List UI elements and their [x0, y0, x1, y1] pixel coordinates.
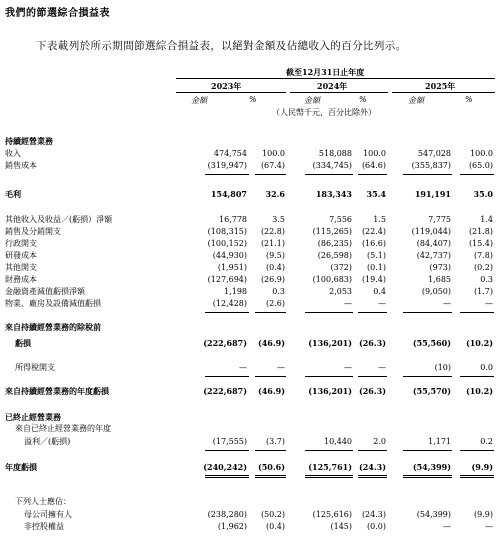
cell: (24.3)	[361, 510, 386, 519]
total-rule	[205, 475, 249, 478]
cell: (9.9)	[474, 510, 493, 519]
cell: 547,028	[417, 149, 451, 158]
row-label: 非控股權益	[24, 522, 64, 531]
section-discontinued: 已終止經營業務	[5, 412, 61, 422]
row-rnd	[0, 250, 499, 262]
cell: 1.4	[480, 215, 493, 224]
section-continuing: 持續經營業務	[5, 136, 53, 146]
cell: —	[443, 299, 451, 308]
total-rule	[305, 475, 353, 478]
cell: (9,050)	[421, 287, 451, 296]
cell: —	[378, 363, 386, 372]
row-owners	[0, 509, 499, 521]
cell: (17,555)	[212, 437, 247, 446]
cell: —	[239, 363, 247, 372]
row-annual-loss-continuing	[0, 385, 499, 397]
cell: (55,570)	[412, 386, 451, 396]
cell: (12,428)	[212, 299, 247, 308]
cell: (67.4)	[260, 161, 285, 170]
total-rule	[403, 475, 452, 478]
cell: (19.4)	[361, 275, 386, 284]
cell: (54,399)	[412, 462, 451, 472]
cell: (7.8)	[474, 251, 493, 260]
row-label: 行政開支	[5, 239, 37, 248]
cell: 183,343	[315, 189, 352, 199]
cell: (108,315)	[207, 227, 247, 236]
cell: (355,837)	[411, 161, 451, 170]
cell: 32.6	[265, 189, 285, 199]
cell: 7,775	[428, 215, 451, 224]
row-label: 溢利／(虧損)	[24, 437, 71, 446]
cell: (10.2)	[465, 386, 493, 396]
cell: 1.5	[373, 215, 386, 224]
cell: (1,951)	[217, 263, 247, 272]
cell: 10,440	[324, 437, 352, 446]
cell: 0.3	[272, 287, 285, 296]
row-discontinued-profit	[0, 436, 499, 448]
cell: 1,685	[428, 275, 451, 284]
cell: (50.2)	[260, 510, 285, 519]
cell: (22.8)	[260, 227, 285, 236]
percent-header-2025: %	[465, 95, 473, 104]
cell: 0.0	[480, 363, 493, 372]
row-label: 虧損	[15, 338, 31, 348]
year-2025: 2025年	[425, 81, 456, 91]
cell: (26.3)	[358, 338, 386, 348]
cell: (0.0)	[367, 522, 386, 531]
cell: (86,235)	[317, 239, 352, 248]
cell: (3.7)	[266, 437, 285, 446]
cell: (10.2)	[465, 338, 493, 348]
subtotal-rule	[403, 450, 452, 451]
subtotal-rule	[403, 376, 452, 377]
cell: (46.9)	[257, 386, 285, 396]
year-2024: 2024年	[317, 81, 348, 91]
cell: (145)	[330, 522, 352, 531]
row-gross-profit	[0, 188, 499, 200]
subtotal-rule	[305, 450, 353, 451]
cell: —	[344, 299, 352, 308]
cell: (55,560)	[412, 338, 451, 348]
subtotal-rule	[205, 174, 249, 175]
subtotal-rule	[205, 450, 249, 451]
cell: 0.3	[480, 275, 493, 284]
total-rule	[255, 475, 286, 478]
row-pretax-loss	[0, 337, 499, 349]
cell: (10)	[434, 363, 451, 372]
cell: —	[378, 299, 386, 308]
cell: 1,198	[224, 287, 247, 296]
row-label: 收入	[5, 149, 21, 158]
cell: (22.4)	[361, 227, 386, 236]
row-other-expenses	[0, 262, 499, 274]
cell: —	[485, 299, 493, 308]
percent-header-2023: %	[249, 95, 257, 104]
cell: (973)	[429, 263, 451, 272]
row-label: 其他收入及收益／(虧損）淨額	[5, 215, 113, 224]
subtotal-rule	[255, 174, 286, 175]
cell: (24.3)	[358, 462, 386, 472]
cell: 35.4	[366, 189, 386, 199]
subtotal-rule	[205, 312, 249, 313]
cell: 35.0	[473, 189, 493, 199]
subtotal-rule	[358, 174, 387, 175]
subtotal-rule	[205, 376, 249, 377]
cell: (1.7)	[474, 287, 493, 296]
cell: (119,044)	[411, 227, 451, 236]
cell: (9.5)	[266, 251, 285, 260]
subtotal-rule	[358, 312, 387, 313]
cell: (127,694)	[207, 275, 247, 284]
cell: (9.9)	[471, 462, 493, 472]
row-admin	[0, 238, 499, 250]
cell: 191,191	[414, 189, 451, 199]
row-impairment-ppe	[0, 298, 499, 310]
cell: (46.9)	[257, 338, 285, 348]
cell: —	[277, 363, 285, 372]
cell: (136,201)	[308, 386, 352, 396]
amount-header-2023: 金額	[191, 96, 207, 105]
row-label: 銷售及分銷開支	[5, 227, 61, 236]
row-label: 所得稅開支	[15, 363, 55, 372]
cell: 2,053	[329, 287, 352, 296]
cell: 2.0	[373, 437, 386, 446]
cell: (238,280)	[207, 510, 247, 519]
total-rule	[358, 475, 387, 478]
subtotal-rule	[358, 450, 387, 451]
cell: (2.6)	[266, 299, 285, 308]
cell: 518,088	[318, 149, 352, 158]
cell: (0.1)	[367, 263, 386, 272]
section-attributable: 下列人士應佔：	[15, 497, 71, 506]
row-label: 來自持續經營業務的年度虧損	[5, 386, 109, 396]
cell: (26,598)	[317, 251, 352, 260]
cell: (319,947)	[207, 161, 247, 170]
cell: 3.5	[272, 215, 285, 224]
subtotal-rule	[255, 376, 286, 377]
cell: (115,265)	[312, 227, 352, 236]
cell: (222,687)	[203, 338, 247, 348]
cell: (100,683)	[312, 275, 352, 284]
cell: (42,737)	[416, 251, 451, 260]
cell: (65.0)	[468, 161, 493, 170]
period-header: 截至12月31日止年度	[286, 67, 365, 77]
row-label: 財務成本	[5, 275, 37, 284]
cell: (21.8)	[468, 227, 493, 236]
row-revenue	[0, 148, 499, 160]
cell: 16,778	[219, 215, 247, 224]
cell: (372)	[330, 263, 352, 272]
cell: —	[344, 363, 352, 372]
cell: 100.0	[470, 149, 493, 158]
row-label: 母公司擁有人	[24, 510, 72, 519]
row-label: 物業、廠房及設備減值虧損	[5, 299, 101, 308]
subtotal-rule	[358, 376, 387, 377]
subtotal-rule	[305, 174, 353, 175]
row-label-disc-line1: 來自已終止經營業務的年度	[15, 424, 111, 433]
cell: (84,407)	[416, 239, 451, 248]
period-rule	[176, 78, 495, 79]
cell: (1,962)	[217, 522, 247, 531]
subtotal-rule	[460, 312, 494, 313]
amount-header-2025: 金額	[408, 96, 424, 105]
cell: (26.9)	[260, 275, 285, 284]
amount-header-2024: 金額	[304, 96, 320, 105]
subtotal-rule	[403, 174, 452, 175]
row-label-pretax-line1: 來自持續經營業務的除稅前	[5, 322, 101, 332]
subtotal-rule	[403, 312, 452, 313]
cell: (0.4)	[266, 263, 285, 272]
row-selling	[0, 226, 499, 238]
percent-header-2024: %	[359, 95, 367, 104]
unit-note: （人民幣千元，百分比除外）	[272, 108, 376, 117]
row-other-income	[0, 214, 499, 226]
cell: 0.4	[373, 287, 386, 296]
cell: (136,201)	[308, 338, 352, 348]
intro-paragraph: 下表載列於所示期間節選綜合損益表，以絕對金額及佔總收入的百分比列示。	[36, 40, 407, 52]
year-rule-2025	[392, 92, 495, 93]
cell: (100,152)	[207, 239, 247, 248]
cell: (64.6)	[361, 161, 386, 170]
cell: (44,930)	[212, 251, 247, 260]
cell: —	[443, 522, 451, 531]
subtotal-rule	[460, 450, 494, 451]
cell: 100.0	[363, 149, 386, 158]
section-heading: 我們的節選綜合損益表	[5, 8, 110, 19]
subtotal-rule	[460, 174, 494, 175]
total-rule	[460, 475, 494, 478]
cell: (54,399)	[416, 510, 451, 519]
cell: 100.0	[262, 149, 285, 158]
row-label: 研發成本	[5, 251, 37, 260]
cell: 7,556	[329, 215, 352, 224]
year-2023: 2023年	[211, 81, 242, 91]
year-rule-2023	[176, 92, 286, 93]
subtotal-rule	[255, 450, 286, 451]
row-nci	[0, 521, 499, 533]
cell: 474,754	[213, 149, 247, 158]
subtotal-rule	[305, 376, 353, 377]
subtotal-rule	[255, 312, 286, 313]
cell: —	[485, 522, 493, 531]
cell: (21.1)	[260, 239, 285, 248]
cell: (50.6)	[257, 462, 285, 472]
cell: (125,761)	[308, 462, 352, 472]
row-impairment-financial	[0, 286, 499, 298]
cell: (16.6)	[361, 239, 386, 248]
cell: 0.2	[480, 437, 493, 446]
cell: (222,687)	[203, 386, 247, 396]
cell: (0.4)	[266, 522, 285, 531]
cell: (26.3)	[358, 386, 386, 396]
subtotal-rule	[305, 312, 353, 313]
cell: (5.1)	[367, 251, 386, 260]
cell: (15.4)	[468, 239, 493, 248]
row-income-tax	[0, 362, 499, 374]
subtotal-rule	[460, 376, 494, 377]
row-annual-loss	[0, 461, 499, 473]
row-finance-costs	[0, 274, 499, 286]
row-cost-of-sales	[0, 160, 499, 172]
cell: (0.2)	[474, 263, 493, 272]
year-rule-2024	[290, 92, 388, 93]
row-label: 金融資產減值虧損淨額	[5, 287, 85, 296]
cell: (125,616)	[312, 510, 352, 519]
row-label: 銷售成本	[5, 161, 37, 170]
cell: (334,745)	[312, 161, 352, 170]
cell: 1,171	[428, 437, 451, 446]
row-label: 其他開支	[5, 263, 37, 272]
row-label: 年度虧損	[5, 462, 37, 472]
cell: 154,807	[210, 189, 247, 199]
cell: (240,242)	[203, 462, 247, 472]
row-label: 毛利	[5, 189, 21, 199]
